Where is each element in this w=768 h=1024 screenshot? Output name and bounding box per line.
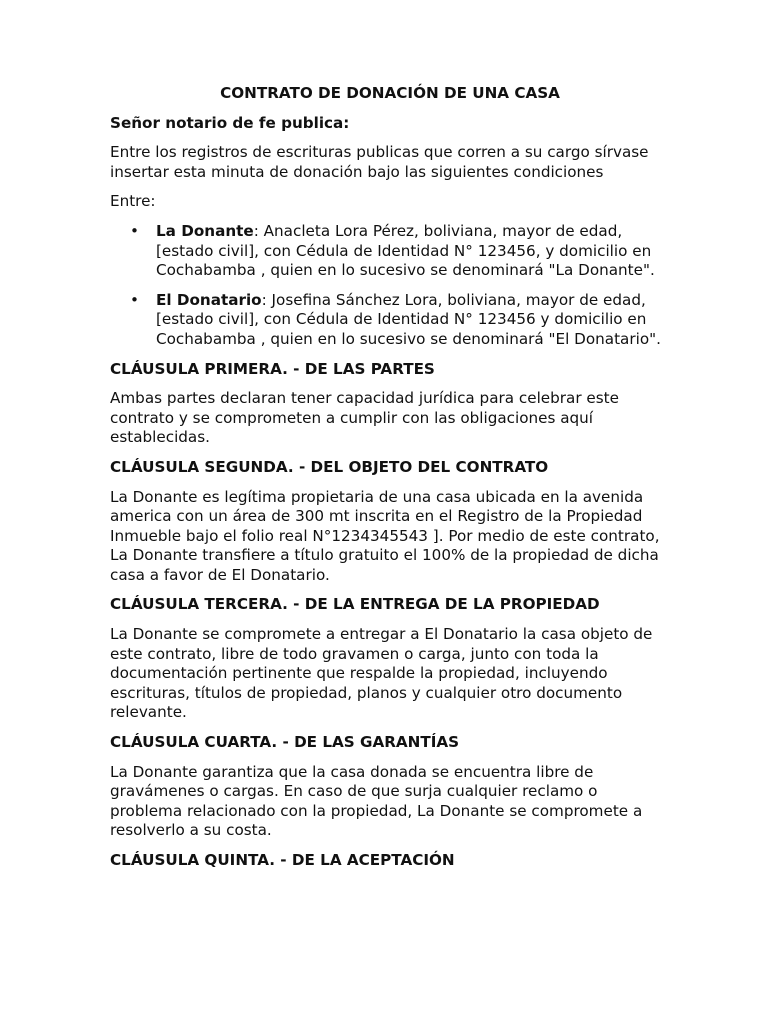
- entre-label: Entre:: [110, 192, 156, 211]
- list-item-donante: [110, 222, 670, 281]
- party-name-donante: La Donante: [156, 221, 254, 240]
- clause-body-segunda: La Donante es legítima propietaria de una casa ubicada en la avenida america con un área de 300 mt inscrita en el Registro de la Propiedad Inmueble bajo el folio real N°1234345543 ]. Por medio de este contrato, La Donante transfiere a título gratuito el 100% de la propiedad de dicha casa a favor de El Donatario.: [110, 487, 660, 584]
- clause-heading-cuarta: CLÁUSULA CUARTA. - DE LAS GARANTÍAS: [110, 733, 460, 752]
- intro-paragraph: Entre los registros de escrituras publicas que corren a su cargo sírvase insertar esta minuta de donación bajo las siguientes condiciones: [110, 143, 649, 181]
- clause-body-cuarta: La Donante garantiza que la casa donada se encuentra libre de gravámenes o cargas. En caso de que surja cualquier reclamo o problema relacionado con la propiedad, La Donante se compromete a resolverlo a su costa.: [110, 762, 643, 840]
- clause-heading-tercera: CLÁUSULA TERCERA. - DE LA ENTREGA DE LA PROPIEDAD: [110, 595, 600, 614]
- addressee-line: Señor notario de fe publica:: [110, 113, 350, 132]
- list-item-donatario: [110, 291, 670, 350]
- clause-body-tercera: La Donante se compromete a entregar a El Donatario la casa objeto de este contrato, libre de todo gravamen o carga, junto con toda la documentación pertinente que respalde la propiedad, incluyendo escrituras, títulos de propiedad, planos y cualquier otro documento relevante.: [110, 625, 653, 722]
- parties-list: [110, 222, 670, 350]
- party-details-donatario: : Josefina Sánchez Lora, boliviana, mayor de edad, [estado civil], con Cédula de Identidad N° 123456 y domicilio en Cochabamba , quien en lo sucesivo se denominará "El Donatario".: [156, 290, 661, 348]
- bullet-icon: •: [130, 290, 139, 309]
- document-page: [110, 84, 670, 881]
- clause-body-primera: Ambas partes declaran tener capacidad jurídica para celebrar este contrato y se comprometen a cumplir con las obligaciones aquí establecidas.: [110, 389, 619, 447]
- party-details-donante: : Anacleta Lora Pérez, boliviana, mayor de edad, [estado civil], con Cédula de Identidad N° 123456, y domicilio en Cochabamba , quien en lo sucesivo se denominará "La Donante".: [156, 221, 655, 280]
- party-name-donatario: El Donatario: [156, 290, 262, 309]
- document-title: CONTRATO DE DONACIÓN DE UNA CASA: [220, 84, 560, 102]
- bullet-icon: •: [130, 221, 139, 240]
- clause-heading-primera: CLÁUSULA PRIMERA. - DE LAS PARTES: [110, 359, 435, 378]
- clause-heading-quinta: CLÁUSULA QUINTA. - DE LA ACEPTACIÓN: [110, 851, 455, 869]
- clause-heading-segunda: CLÁUSULA SEGUNDA. - DEL OBJETO DEL CONTRATO: [110, 457, 549, 476]
